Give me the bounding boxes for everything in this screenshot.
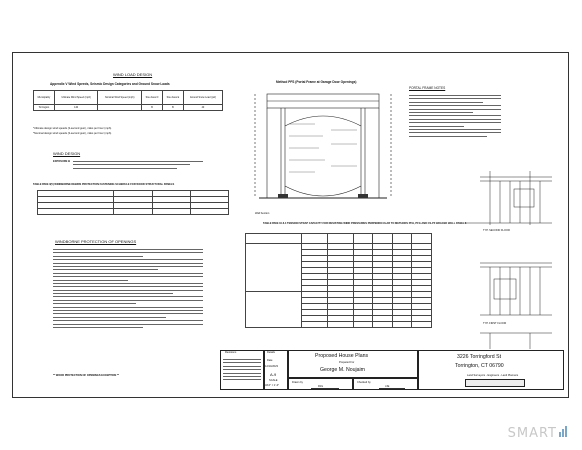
- protection-text: [53, 249, 203, 330]
- watermark-text: SMART: [507, 426, 557, 441]
- wind-table: [33, 90, 223, 111]
- wind-cell: 140: [54, 105, 98, 111]
- wind-header-cell: Site class D: [141, 91, 162, 105]
- protection-footer: ** WOOD PROTECTION OF OPENINGS EXCEPTION **: [53, 374, 120, 377]
- protection-heading: WINDBORNE PROTECTION OF OPENINGS: [55, 239, 137, 244]
- drawn-by-label: Drawn by: [292, 381, 303, 384]
- drawn-by-value: RJG: [318, 385, 324, 388]
- elevation-detail-middle: [460, 253, 560, 321]
- address-line2: Torrington, CT 06790: [455, 363, 504, 369]
- date-value: 12/14/2023: [265, 365, 278, 368]
- client-name: George M. Noujaim: [320, 367, 365, 373]
- elevation-detail-upper: [460, 167, 560, 229]
- wind-header-cell: Ground Snow Load (psf): [183, 91, 222, 105]
- wind-heading: WIND LOAD DESIGN: [113, 72, 153, 77]
- strap-table: [245, 233, 432, 328]
- wind-design-heading: WIND DESIGN: [53, 151, 81, 156]
- wind-note: *Ultimate design wind speeds (3-second gust), miles per hour (mph).: [33, 127, 112, 130]
- checked-by-value: JJE: [385, 385, 390, 388]
- wind-header-cell: Nominal Wind Speed (mph): [98, 91, 142, 105]
- details-label: Details: [267, 351, 275, 354]
- revisions-lines: [223, 359, 261, 383]
- wind-table-title: Appendix V Wind Speeds, Seismic Design Categories and Ground Snow Loads: [50, 82, 170, 86]
- project-title: Proposed House Plans: [315, 353, 369, 359]
- revisions-label: Revisions: [225, 351, 237, 354]
- elevation-label: TYP. SECOND FLOOR: [483, 229, 510, 232]
- fastener-table: [37, 190, 229, 215]
- elevation-label: TYP. FIRST FLOOR: [483, 322, 507, 325]
- section-scale-label: Wall Section: [255, 212, 270, 215]
- scale-value: 3/16" = 1'-0": [265, 384, 280, 387]
- firm-logo: [465, 379, 525, 387]
- smart-watermark: [508, 426, 568, 441]
- wind-header-cell: Municipality: [34, 91, 55, 105]
- firm-line: Land Surveyors - Engineers - Land Planners: [467, 374, 519, 377]
- sheet-number: A-9: [270, 372, 277, 377]
- exposure-label: EXPOSURE B: [53, 160, 71, 163]
- prepared-for-label: Prepared For: [339, 361, 355, 364]
- section-title: Method PFS (Portal Frame at Garage Door Openings): [276, 80, 357, 84]
- wind-header-cell: Ultimate Wind Speed (mph): [54, 91, 98, 105]
- wind-cell: [98, 105, 142, 111]
- wind-cell: B: [141, 105, 162, 111]
- bars-icon: [559, 426, 568, 441]
- date-label: Date: [267, 359, 273, 362]
- address-line1: 3226 Torringford St: [457, 354, 502, 360]
- fastener-table-title: TABLE R602.3(5) WINDBORNE DEBRIS PROTECTION FASTENING SCHEDULE FOR WOOD STRUCTURAL PANELS: [33, 183, 175, 186]
- wind-header-cell: Site class E: [163, 91, 184, 105]
- portal-notes-heading: PORTAL FRAME NOTES: [409, 86, 446, 90]
- drawing-sheet: [12, 52, 569, 398]
- checked-by-label: Checked by: [357, 381, 371, 384]
- strap-table-title: TABLE R602.10.6.4 TENSION STRAP CAPACITY FOR RESISTING WIND PRESSURES PERPENDICULAR TO METHODS PFH, PFG AND CS-PF BRACED WALL PANELS: [263, 222, 467, 225]
- portal-frame-drawing: [245, 86, 405, 211]
- wind-note: *Nominal design wind speeds (3-second gust), miles per hour (mph).: [33, 132, 112, 135]
- wind-cell: Torrington: [34, 105, 55, 111]
- portal-notes-text: [409, 95, 501, 139]
- wind-cell: B: [163, 105, 184, 111]
- wind-cell: 40: [183, 105, 222, 111]
- exposure-text: [73, 161, 203, 171]
- scale-label: SCALE: [269, 379, 278, 382]
